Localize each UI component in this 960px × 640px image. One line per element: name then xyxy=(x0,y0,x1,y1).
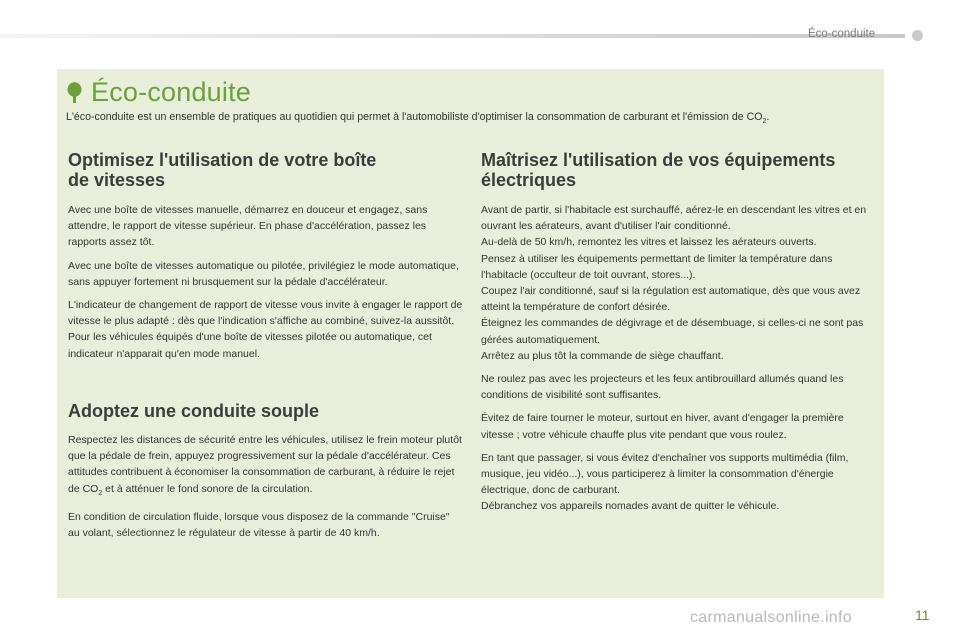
paragraph: Évitez de faire tourner le moteur, surtout en hiver, avant d'engager la première vitesse ; votre véhicule chauffe plus vite pendant que vous roulez. xyxy=(481,412,844,441)
running-header-title: Éco-conduite xyxy=(808,28,876,40)
paragraph: Pour les véhicules équipés d'une boîte de vitesses pilotée ou automatique, cet indicateur n'apparait qu'en mode manuel. xyxy=(68,331,432,360)
section-driving xyxy=(68,401,463,541)
page-number: 11 xyxy=(915,607,930,623)
heading-line: Optimisez l'utilisation de votre boîte xyxy=(68,150,377,170)
section-heading-gearbox xyxy=(68,150,463,190)
paragraph: Éteignez les commandes de dégivrage et de désembuage, si celles-ci ne sont pas gérées automatiquement. xyxy=(481,317,864,346)
paragraph: Au-delà de 50 km/h, remontez les vitres et laissez les aérateurs ouverts. xyxy=(481,236,817,249)
paragraph: Ne roulez pas avec les projecteurs et les feux antibrouillard allumés quand les conditions de visibilité sont suffisantes. xyxy=(481,373,844,402)
section-heading-driving: Adoptez une conduite souple xyxy=(68,401,319,421)
paragraph: L'indicateur de changement de rapport de vitesse vous invite à engager le rapport de vitesse le plus adapté : dès que l'indication s'affiche au combiné, suivez-la aussitôt. xyxy=(68,299,463,328)
paragraph: Coupez l'air conditionné, sauf si la régulation est automatique, dès que vous avez atteint la température de confort désirée. xyxy=(481,285,861,314)
intro-subscript: 2 xyxy=(762,118,767,126)
heading-line: Maîtrisez l'utilisation de vos équipements xyxy=(481,150,836,170)
watermark: carmanualsonline.info xyxy=(690,609,852,626)
leaf-icon xyxy=(66,82,83,104)
paragraph: Arrêtez au plus tôt la commande de siège chauffant. xyxy=(481,349,724,362)
heading-line: de vitesses xyxy=(68,170,166,190)
paragraph: En condition de circulation fluide, lorsque vous disposez de la commande "Cruise" au volant, sélectionnez le régulateur de vitesse à partir de 40 km/h. xyxy=(68,510,450,540)
paragraph: Avec une boîte de vitesses automatique ou pilotée, privilégiez le mode automatique, sans appuyer fortement ni brusquement sur la pédale d'accélérateur. xyxy=(68,259,459,288)
paragraph: Pensez à utiliser les équipements permettant de limiter la température dans l'habitacle (occulteur de toit ouvrant, stores...). xyxy=(481,252,833,281)
intro-paragraph xyxy=(66,110,866,129)
corner-dot-icon xyxy=(912,30,923,41)
paragraph xyxy=(68,432,463,502)
paragraph: En tant que passager, si vous évitez d'enchaîner vos supports multimédia (film, musique, jeu vidéo...), vous participerez à limiter la consommation d'énergie électrique, donc de carburant. xyxy=(481,451,849,497)
section-heading-electrical xyxy=(481,150,876,190)
paragraph: Avec une boîte de vitesses manuelle, démarrez en douceur et engagez, sans attendre, le rapport de vitesse supérieur. En phase d'accélération, passez les rapports assez tôt. xyxy=(68,204,428,249)
heading-line: électriques xyxy=(481,170,577,190)
header-rule xyxy=(0,34,905,38)
intro-text-end: . xyxy=(766,111,770,123)
section-electrical xyxy=(481,150,876,515)
page-title: Éco-conduite xyxy=(91,77,251,107)
paragraph: Avant de partir, si l'habitacle est surchauffé, aérez-le en descendant les vitres et en ouvrant les aérateurs, avant d'utiliser l'air conditionné. xyxy=(481,204,867,233)
paragraph-text: et à atténuer le fond sonore de la circulation. xyxy=(102,482,313,495)
paragraph-text: Respectez les distances de sécurité entre les véhicules, utilisez le frein moteur plutôt que la pédale de frein, appuyez progressivement sur la pédale d'accélérateur. Ces attitudes contribuent à économiser la consommation de carburant, à réduire le rejet de CO xyxy=(68,434,462,495)
section-gearbox xyxy=(68,150,463,362)
intro-text: L'éco-conduite est un ensemble de pratiques au quotidien qui permet à l'automobiliste d'optimiser la consommation de carburant et l'émission de CO xyxy=(66,111,763,123)
paragraph: Débranchez vos appareils nomades avant de quitter le véhicule. xyxy=(481,500,780,513)
subscript: 2 xyxy=(98,489,103,497)
